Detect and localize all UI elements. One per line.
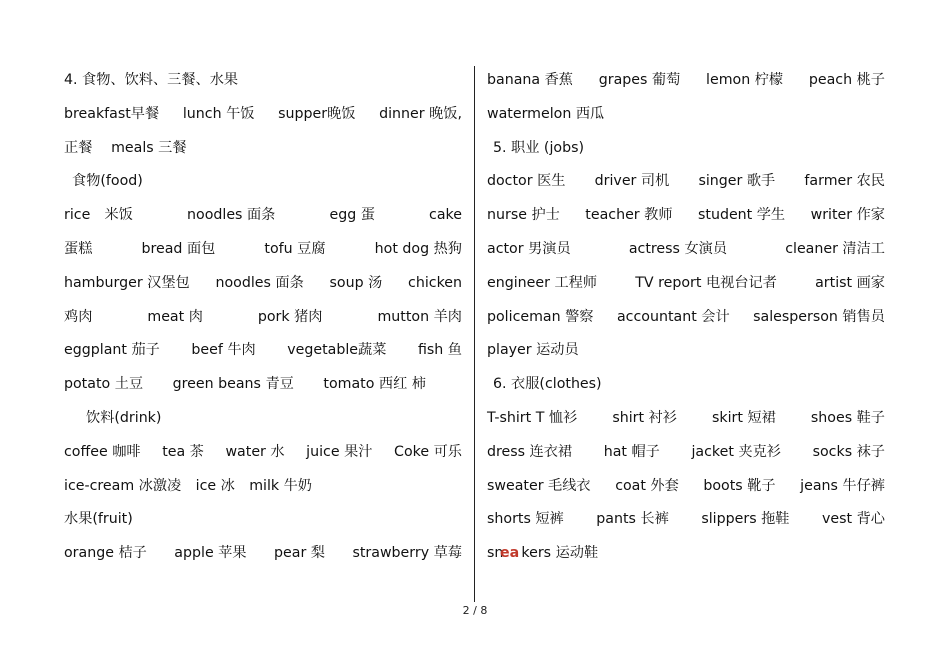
vocab-item: pants 长裤 <box>596 511 669 528</box>
vocab-item: noodles 面条 <box>215 274 304 291</box>
vocab-item: soup 汤 <box>329 274 383 291</box>
vocab-item: socks 袜子 <box>812 443 885 460</box>
vocab-item: ice-cream 冰激凌 <box>64 477 182 494</box>
jobs-line <box>487 301 885 335</box>
vocab-item: driver 司机 <box>594 173 670 190</box>
clothes-line-last <box>487 537 885 571</box>
vocab-item: rice 米饭 <box>64 207 133 224</box>
vocab-item: orange 桔子 <box>64 545 147 562</box>
vocab-item: banana 香蕉 <box>487 72 573 88</box>
vocab-item: peach 桃子 <box>808 72 885 88</box>
vocab-item: cleaner 清洁工 <box>785 240 885 257</box>
vocab-item: strawberry 草莓 <box>352 545 462 562</box>
section-heading-clothes: 6. 衣服(clothes) <box>493 376 602 393</box>
vocab-item: tofu 豆腐 <box>264 240 326 257</box>
vocab-item: actress 女演员 <box>628 240 728 257</box>
vocab-item: accountant 会计 <box>616 308 730 325</box>
vocab-item: pear 梨 <box>274 545 325 562</box>
vocab-item: shoes 鞋子 <box>810 409 885 426</box>
section-heading-food: 4. 食物、饮料、三餐、水果 <box>64 72 239 88</box>
food-line <box>64 334 462 368</box>
vocab-item: apple 苹果 <box>174 545 247 562</box>
vocab-item: dress 连衣裙 <box>487 443 573 460</box>
vocab-item: lunch 午饭 <box>182 105 255 122</box>
sneakers-rest: kers 运动鞋 <box>521 545 599 562</box>
food-line <box>64 233 462 267</box>
page-number: 2 / 8 <box>462 604 488 617</box>
vocab-item: fish 鱼 <box>417 342 462 359</box>
food-line <box>64 199 462 233</box>
drink-line <box>64 470 462 504</box>
vocab-item: breakfast早餐 <box>64 105 160 122</box>
vocab-item: hot dog 热狗 <box>374 240 462 257</box>
vocab-item: meat 肉 <box>147 308 203 325</box>
vocab-item: tomato 西红 柿 <box>323 376 426 393</box>
vocab-item: skirt 短裙 <box>712 409 776 426</box>
clothes-line <box>487 436 885 470</box>
vocab-item: nurse 护士 <box>487 207 560 224</box>
fruit-line-2: watermelon 西瓜 <box>487 105 605 122</box>
jobs-line-last: player 运动员 <box>487 342 579 359</box>
vocab-item: vegetable蔬菜 <box>287 342 387 359</box>
vocab-item: salesperson 销售员 <box>753 308 885 325</box>
right-column <box>487 64 885 571</box>
vocab-item: sweater 毛线衣 <box>487 477 591 494</box>
subheading-drink: 饮料(drink) <box>86 409 162 426</box>
clothes-line <box>487 503 885 537</box>
vocab-item: beef 牛肉 <box>191 342 256 359</box>
vocab-item: doctor 医生 <box>487 173 566 190</box>
food-line <box>64 368 462 402</box>
subheading-fruit: 水果(fruit) <box>64 511 133 528</box>
vocab-item: vest 背心 <box>822 511 885 528</box>
vocab-item: 鸡肉 <box>64 308 93 325</box>
column-divider <box>474 66 475 602</box>
vocab-item: coat 外套 <box>615 477 679 494</box>
clothes-line <box>487 470 885 504</box>
fruit-line <box>64 537 462 571</box>
clothes-line <box>487 402 885 436</box>
sneakers-prefix: sn <box>487 545 504 562</box>
vocab-item: eggplant 茄子 <box>64 342 160 359</box>
vocab-item: boots 靴子 <box>703 477 776 494</box>
vocab-item: teacher 教师 <box>585 207 673 224</box>
vocab-item: tea 茶 <box>162 443 204 460</box>
vocab-item: student 学生 <box>698 207 786 224</box>
sneakers-word <box>487 537 598 571</box>
meals-line-2: 正餐 meals 三餐 <box>64 139 187 156</box>
vocab-item: farmer 农民 <box>804 173 885 190</box>
food-line <box>64 301 462 335</box>
red-overlay-text: ea <box>500 545 520 562</box>
vocab-item: dinner 晚饭, <box>379 105 462 122</box>
vocab-item: chicken <box>408 274 462 291</box>
jobs-line <box>487 165 885 199</box>
vocab-item: coffee 咖啡 <box>64 443 141 460</box>
meals-line <box>64 98 462 132</box>
vocab-item: jeans 牛仔裤 <box>800 477 885 494</box>
vocab-item: ice 冰 <box>195 477 235 494</box>
vocab-item: singer 歌手 <box>698 173 776 190</box>
left-column <box>64 64 462 571</box>
jobs-line <box>487 267 885 301</box>
vocab-item: mutton 羊肉 <box>377 308 462 325</box>
vocab-item: milk 牛奶 <box>249 477 312 494</box>
vocab-item: supper晚饭 <box>278 105 356 122</box>
section-heading-jobs: 5. 职业 (jobs) <box>493 139 585 156</box>
vocab-item: lemon 柠檬 <box>706 72 784 88</box>
vocab-item: engineer 工程师 <box>487 274 598 291</box>
vocab-item: Coke 可乐 <box>394 443 462 460</box>
vocab-item: pork 猪肉 <box>257 308 323 325</box>
vocab-item: 蛋糕 <box>64 240 93 257</box>
vocab-item: TV report 电视台记者 <box>635 274 777 291</box>
vocab-item: noodles 面条 <box>187 207 276 224</box>
vocab-item: hamburger 汉堡包 <box>64 274 190 291</box>
vocab-item: water 水 <box>225 443 285 460</box>
subheading-food: 食物(food) <box>72 173 143 190</box>
vocab-item: hat 帽子 <box>603 443 660 460</box>
vocab-item: actor 男演员 <box>487 240 571 257</box>
vocab-item: shorts 短裤 <box>487 511 564 528</box>
vocab-item: green beans 青豆 <box>172 376 294 393</box>
vocab-item: policeman 警察 <box>487 308 594 325</box>
vocab-item: grapes 葡萄 <box>598 72 681 88</box>
vocab-item: cake <box>429 207 462 224</box>
vocab-item: T-shirt T 恤衫 <box>487 409 578 426</box>
vocab-item: slippers 拖鞋 <box>701 511 790 528</box>
drink-line <box>64 436 462 470</box>
vocab-item: artist 画家 <box>815 274 885 291</box>
vocab-item: juice 果汁 <box>306 443 373 460</box>
food-line <box>64 267 462 301</box>
vocab-item: egg 蛋 <box>329 207 375 224</box>
vocab-item: writer 作家 <box>810 207 885 224</box>
jobs-line <box>487 233 885 267</box>
vocab-item: shirt 衬衫 <box>612 409 677 426</box>
jobs-line <box>487 199 885 233</box>
fruit-line <box>487 64 885 98</box>
vocab-item: bread 面包 <box>141 240 216 257</box>
vocab-item: jacket 夹克衫 <box>691 443 781 460</box>
vocab-item: potato 土豆 <box>64 376 144 393</box>
